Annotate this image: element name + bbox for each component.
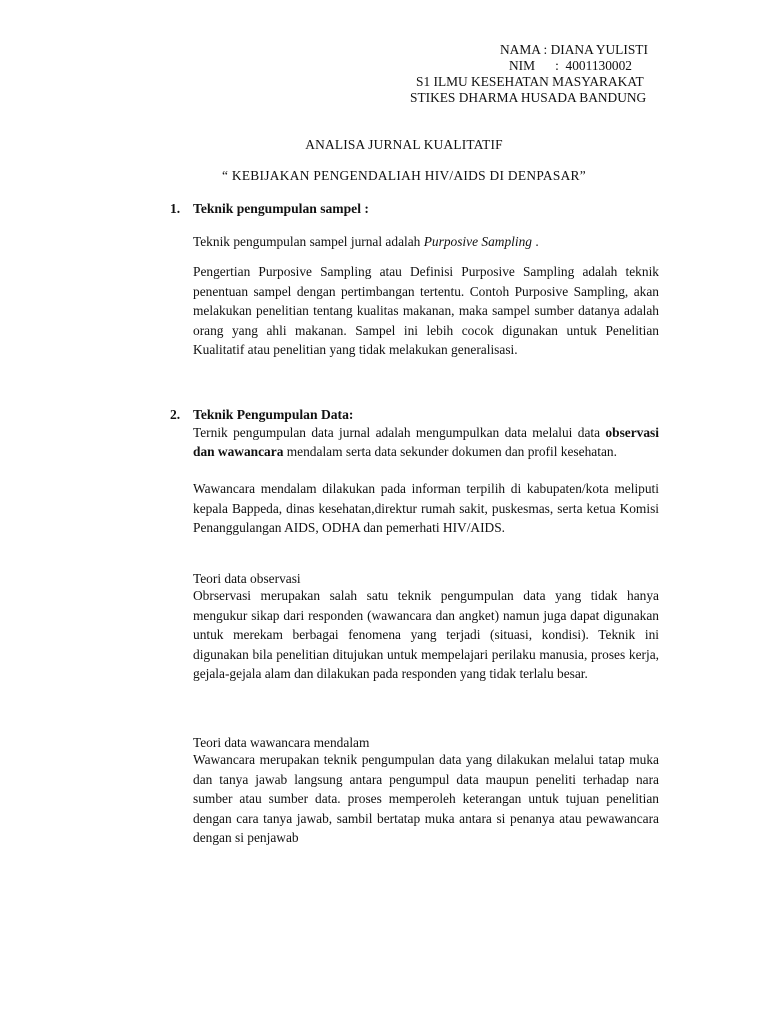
- interview-paragraph: Wawancara mendalam dilakukan pada informan terpilih di kabupaten/kota meliputi kepala Bappeda, dinas kesehatan,direktur rumah sakit, puskesmas, serta ketua Komisi Penanggulangan AIDS, ODHA dan pemerhati HIV/AIDS.: [193, 481, 659, 535]
- institution: STIKES DHARMA HUSADA BANDUNG: [410, 90, 647, 105]
- intro-text: Ternik pengumpulan data jurnal adalah mengumpulkan data melalui data: [193, 425, 606, 440]
- section-2-number: 2.: [170, 407, 181, 422]
- section-2-title: Teknik Pengumpulan Data:: [193, 407, 354, 422]
- indepth-interview-paragraph: Wawancara merupakan teknik pengumpulan data yang dilakukan melalui tatap muka dan tanya jawab langsung antara pengumpul data maupun peneliti terhadap nara sumber atau sumber data. proses memperoleh keterangan untuk tujuan penelitian dengan cara tanya jawab, sambil bertatap muka antara si penanya atau pewawancara dengan si penjawab: [193, 752, 659, 845]
- sampling-sentence-end: .: [531, 234, 539, 249]
- observation-title: Teori data observasi: [193, 571, 301, 586]
- author-header: [380, 42, 659, 106]
- intro-methods: observasi dan wawancara: [193, 425, 659, 459]
- intro-text-end: mendalam serta data sekunder dokumen dan profil kesehatan.: [283, 444, 617, 459]
- section-2-heading: [170, 407, 353, 423]
- study-program: S1 ILMU KESEHATAN MASYARAKAT: [416, 74, 644, 89]
- document-subtitle: “ KEBIJAKAN PENGENDALIAH HIV/AIDS DI DENPASAR”: [221, 168, 587, 183]
- sampling-method: Purposive Sampling: [423, 234, 532, 249]
- student-id: NIM : 4001130002: [509, 58, 632, 73]
- indepth-interview-title: Teori data wawancara mendalam: [193, 735, 370, 750]
- sampling-sentence-text: Teknik pengumpulan sampel jurnal adalah: [193, 234, 424, 249]
- sampling-sentence: [193, 232, 659, 251]
- data-collection-intro: [193, 423, 659, 461]
- section-1-heading: [170, 201, 369, 217]
- section-1-title: Teknik pengumpulan sampel :: [193, 201, 369, 216]
- document-title: ANALISA JURNAL KUALITATIF: [305, 137, 503, 152]
- observation-paragraph: Obrservasi merupakan salah satu teknik pengumpulan data yang tidak hanya mengukur sikap dari responden (wawancara dan angket) namun juga dapat digunakan untuk merekam berbagai fenomena yang terjadi (situasi, kondisi). Teknik ini digunakan bila penelitian ditujukan untuk mempelajari perilaku manusia, proses kerja, gejala-gejala alam dan dilakukan pada responden yang tidak terlalu besar.: [193, 588, 659, 681]
- purposive-sampling-paragraph: Pengertian Purposive Sampling atau Definisi Purposive Sampling adalah teknik penentuan sampel dengan pertimbangan tertentu. Contoh Purposive Sampling, akan melakukan penelitian tentang kualitas makanan, maka sampel sumber datanya adalah orang yang ahli makanan. Sampel ini lebih cocok digunakan untuk Penelitian Kualitatif atau penelitian yang tidak melakukan generalisasi.: [193, 264, 659, 357]
- author-name: NAMA : DIANA YULISTI: [500, 42, 648, 57]
- section-1-number: 1.: [170, 201, 181, 216]
